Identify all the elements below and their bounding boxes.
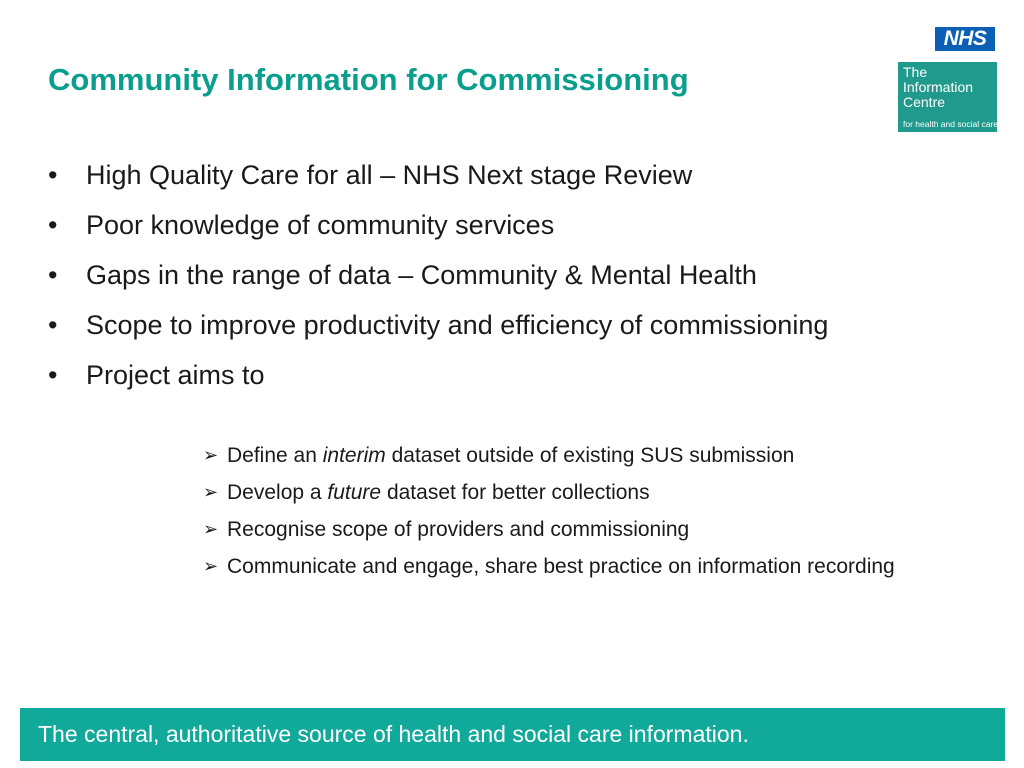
sub-bullet-text: Develop a — [227, 481, 328, 504]
arrow-bullet-icon: ➢ — [203, 445, 219, 465]
sub-bullet-emphasis: interim — [322, 444, 386, 467]
bullet-text: Gaps in the range of data – Community & Mental Health — [86, 260, 757, 290]
bullet-dot: • — [48, 160, 58, 190]
sub-bullet-text: Define an — [227, 444, 323, 467]
slide-title: Community Information for Commissioning — [48, 62, 689, 97]
bullet-text: High Quality Care for all – NHS Next stage Review — [86, 160, 693, 190]
bullet-item — [48, 307, 866, 343]
logo-line: Information — [903, 79, 974, 95]
sub-bullet-text: Recognise scope of providers and commissioning — [227, 518, 690, 541]
sub-bullet-text: dataset outside of existing SUS submission — [385, 444, 795, 467]
bullet-text: Project aims to — [86, 360, 265, 390]
sub-bullet-emphasis: future — [327, 481, 382, 504]
nhs-logo: NHS — [935, 27, 995, 51]
sub-bullet-item — [203, 516, 963, 543]
footer-banner: The central, authoritative source of health and social care information. — [20, 708, 1005, 761]
arrow-bullet-icon: ➢ — [203, 519, 219, 539]
sub-bullet-list — [203, 442, 963, 590]
sub-bullet-item — [203, 442, 963, 469]
sub-bullet-text: dataset for better collections — [381, 481, 650, 504]
bullet-dot: • — [48, 210, 58, 240]
bullet-item — [48, 357, 968, 393]
bullet-list — [48, 157, 968, 407]
bullet-text: Scope to improve productivity and efficiency of commissioning — [86, 310, 829, 340]
sub-bullet-text: Communicate and engage, share best practice on information recording — [227, 555, 895, 578]
bullet-dot: • — [48, 360, 58, 390]
sub-bullet-item — [203, 479, 963, 506]
bullet-dot: • — [48, 310, 58, 340]
bullet-item — [48, 257, 968, 293]
bullet-dot: • — [48, 260, 58, 290]
logo-line: Centre — [903, 94, 946, 110]
information-centre-logo — [898, 62, 997, 132]
arrow-bullet-icon: ➢ — [203, 482, 219, 502]
logo-tagline: for health and social care — [903, 119, 998, 129]
bullet-item — [48, 157, 968, 193]
bullet-item — [48, 207, 968, 243]
bullet-text: Poor knowledge of community services — [86, 210, 555, 240]
arrow-bullet-icon: ➢ — [203, 556, 219, 576]
sub-bullet-item — [203, 553, 947, 580]
logo-line: The — [903, 64, 928, 80]
